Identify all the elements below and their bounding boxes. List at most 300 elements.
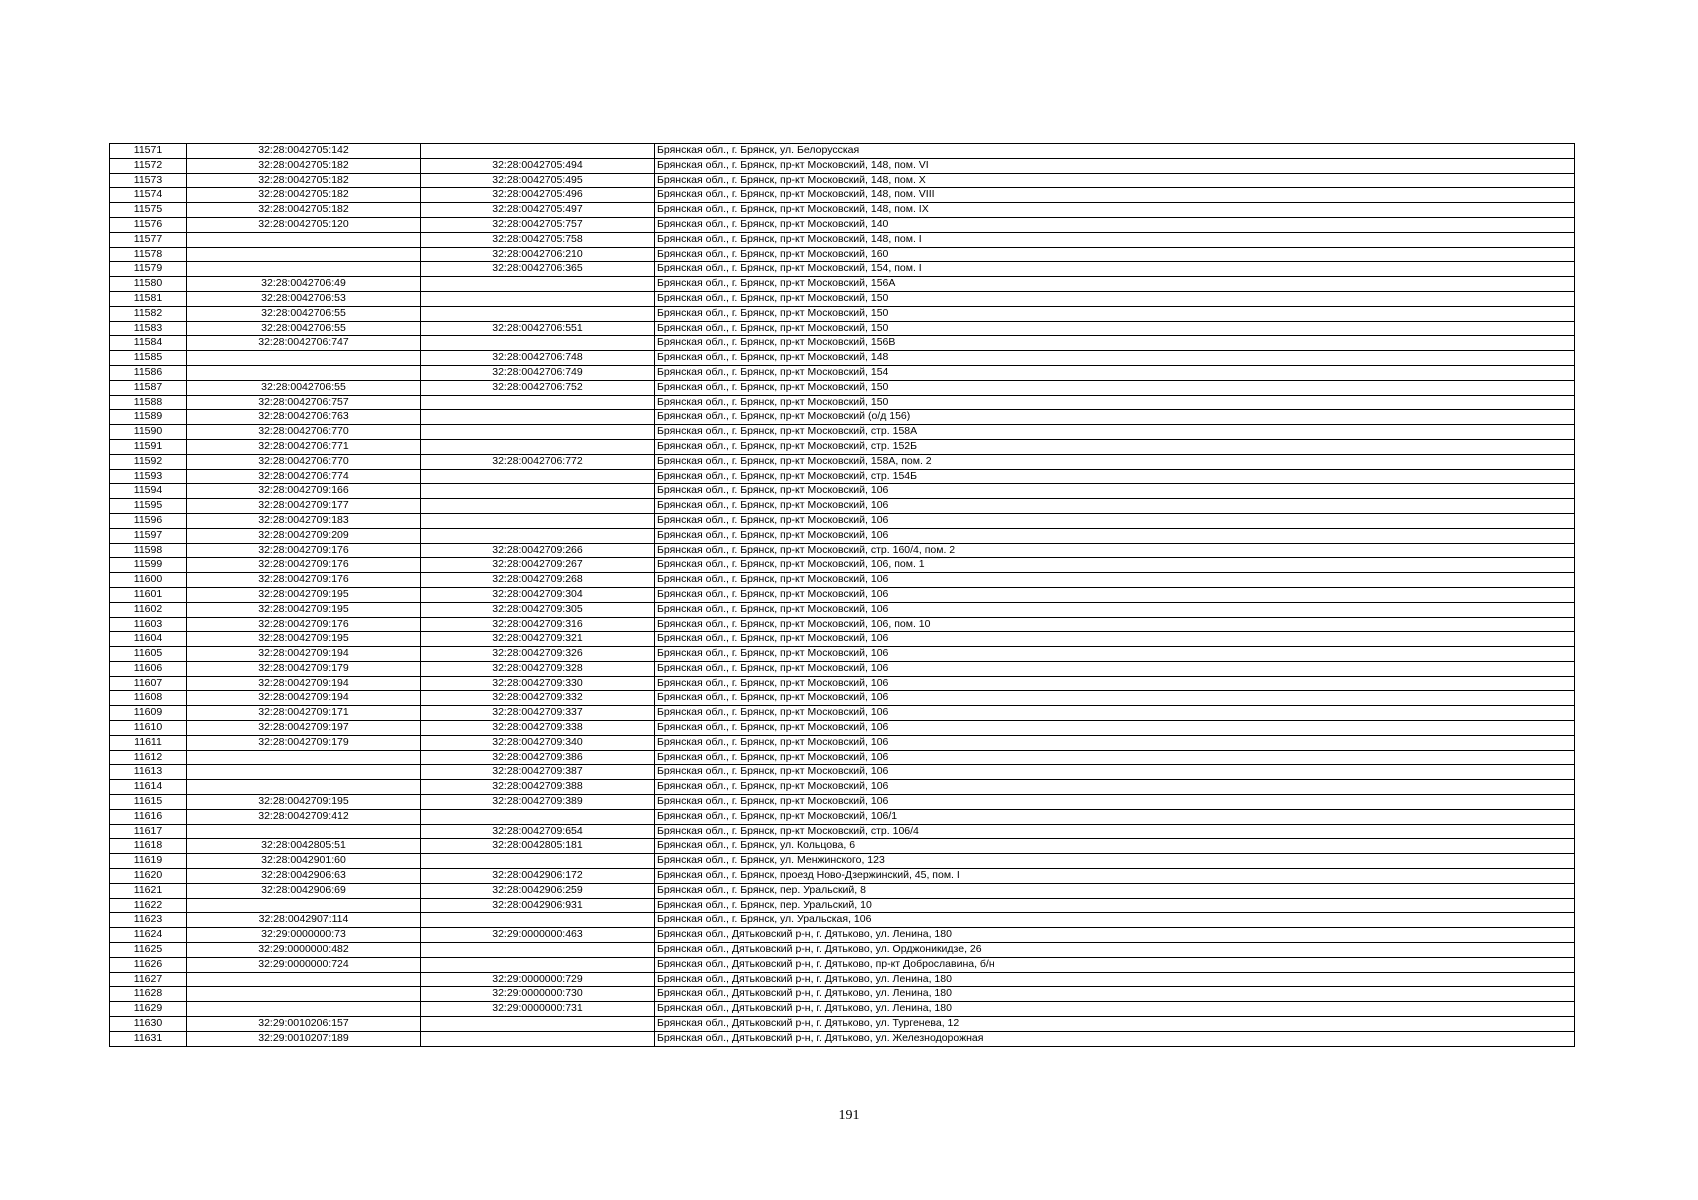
object-number-cell: 32:28:0042709:389: [421, 795, 655, 810]
row-number-cell: 11571: [110, 144, 187, 159]
object-number-cell: 32:28:0042706:365: [421, 262, 655, 277]
address-cell: Брянская обл., г. Брянск, пр-кт Московский, 148: [655, 351, 1575, 366]
table-row: [110, 676, 1575, 691]
address-cell: Брянская обл., г. Брянск, пр-кт Московский, 106, пом. 1: [655, 558, 1575, 573]
address-cell: Брянская обл., г. Брянск, пр-кт Московский, 106: [655, 573, 1575, 588]
row-number-cell: 11626: [110, 957, 187, 972]
parcel-number-cell: [187, 247, 421, 262]
table-row: [110, 617, 1575, 632]
parcel-number-cell: 32:28:0042709:177: [187, 499, 421, 514]
address-cell: Брянская обл., г. Брянск, пер. Уральский, 10: [655, 898, 1575, 913]
address-cell: Брянская обл., г. Брянск, пр-кт Московский, 150: [655, 395, 1575, 410]
address-cell: Брянская обл., г. Брянск, пр-кт Московский, 148, пом. VIII: [655, 188, 1575, 203]
object-number-cell: 32:28:0042706:772: [421, 454, 655, 469]
parcel-number-cell: 32:28:0042709:179: [187, 735, 421, 750]
table-row: [110, 972, 1575, 987]
address-cell: Брянская обл., г. Брянск, пр-кт Московский, 158А, пом. 2: [655, 454, 1575, 469]
parcel-number-cell: 32:28:0042901:60: [187, 854, 421, 869]
row-number-cell: 11573: [110, 173, 187, 188]
address-cell: Брянская обл., г. Брянск, проезд Ново-Дзержинский, 45, пом. I: [655, 869, 1575, 884]
address-cell: Брянская обл., г. Брянск, пр-кт Московский, 156В: [655, 336, 1575, 351]
object-number-cell: [421, 499, 655, 514]
parcel-number-cell: 32:29:0010206:157: [187, 1017, 421, 1032]
object-number-cell: 32:28:0042706:210: [421, 247, 655, 262]
parcel-number-cell: 32:28:0042706:771: [187, 439, 421, 454]
parcel-number-cell: 32:28:0042706:55: [187, 306, 421, 321]
address-cell: Брянская обл., г. Брянск, пр-кт Московский, 106: [655, 735, 1575, 750]
row-number-cell: 11587: [110, 380, 187, 395]
parcel-number-cell: 32:28:0042709:166: [187, 484, 421, 499]
address-cell: Брянская обл., г. Брянск, пр-кт Московский, 148, пом. X: [655, 173, 1575, 188]
table-row: [110, 380, 1575, 395]
table-row: [110, 232, 1575, 247]
row-number-cell: 11602: [110, 602, 187, 617]
row-number-cell: 11579: [110, 262, 187, 277]
object-number-cell: 32:29:0000000:731: [421, 1002, 655, 1017]
parcel-number-cell: 32:28:0042906:69: [187, 883, 421, 898]
address-cell: Брянская обл., г. Брянск, пр-кт Московский, стр. 106/4: [655, 824, 1575, 839]
parcel-number-cell: 32:28:0042709:176: [187, 573, 421, 588]
parcel-number-cell: [187, 365, 421, 380]
row-number-cell: 11620: [110, 869, 187, 884]
parcel-number-cell: 32:28:0042709:209: [187, 528, 421, 543]
parcel-number-cell: [187, 972, 421, 987]
row-number-cell: 11599: [110, 558, 187, 573]
address-cell: Брянская обл., г. Брянск, ул. Кольцова, 6: [655, 839, 1575, 854]
row-number-cell: 11575: [110, 203, 187, 218]
object-number-cell: 32:28:0042709:330: [421, 676, 655, 691]
table-row: [110, 839, 1575, 854]
parcel-number-cell: 32:28:0042706:774: [187, 469, 421, 484]
address-cell: Брянская обл., г. Брянск, пр-кт Московский (о/д 156): [655, 410, 1575, 425]
parcel-number-cell: 32:29:0000000:482: [187, 943, 421, 958]
address-cell: Брянская обл., Дятьковский р-н, г. Дятьково, пр-кт Доброславина, б/н: [655, 957, 1575, 972]
address-cell: Брянская обл., г. Брянск, пр-кт Московский, 106: [655, 632, 1575, 647]
row-number-cell: 11576: [110, 217, 187, 232]
table-row: [110, 928, 1575, 943]
row-number-cell: 11612: [110, 750, 187, 765]
table-row: [110, 336, 1575, 351]
table-row: [110, 277, 1575, 292]
row-number-cell: 11621: [110, 883, 187, 898]
address-cell: Брянская обл., Дятьковский р-н, г. Дятьково, ул. Ленина, 180: [655, 972, 1575, 987]
object-number-cell: [421, 1031, 655, 1046]
table-row: [110, 691, 1575, 706]
address-cell: Брянская обл., г. Брянск, пр-кт Московский, 160: [655, 247, 1575, 262]
address-cell: Брянская обл., г. Брянск, пр-кт Московский, 106: [655, 484, 1575, 499]
row-number-cell: 11600: [110, 573, 187, 588]
object-number-cell: 32:28:0042709:654: [421, 824, 655, 839]
row-number-cell: 11597: [110, 528, 187, 543]
address-cell: Брянская обл., г. Брянск, пр-кт Московский, 106: [655, 587, 1575, 602]
table-row: [110, 957, 1575, 972]
parcel-number-cell: 32:28:0042709:176: [187, 543, 421, 558]
table-row: [110, 543, 1575, 558]
row-number-cell: 11601: [110, 587, 187, 602]
table-row: [110, 454, 1575, 469]
row-number-cell: 11623: [110, 913, 187, 928]
table-row: [110, 395, 1575, 410]
address-cell: Брянская обл., г. Брянск, пр-кт Московский, 140: [655, 217, 1575, 232]
table-row: [110, 869, 1575, 884]
parcel-number-cell: 32:28:0042709:195: [187, 632, 421, 647]
parcel-number-cell: [187, 262, 421, 277]
table-row: [110, 203, 1575, 218]
row-number-cell: 11593: [110, 469, 187, 484]
parcel-number-cell: 32:29:0010207:189: [187, 1031, 421, 1046]
table-row: [110, 410, 1575, 425]
address-cell: Брянская обл., г. Брянск, пр-кт Московский, 106: [655, 661, 1575, 676]
parcel-number-cell: [187, 351, 421, 366]
address-cell: Брянская обл., Дятьковский р-н, г. Дятьково, ул. Орджоникидзе, 26: [655, 943, 1575, 958]
row-number-cell: 11625: [110, 943, 187, 958]
address-cell: Брянская обл., г. Брянск, пр-кт Московский, 106: [655, 528, 1575, 543]
table-row: [110, 1002, 1575, 1017]
object-number-cell: 32:28:0042705:758: [421, 232, 655, 247]
object-number-cell: [421, 291, 655, 306]
parcel-number-cell: 32:28:0042709:195: [187, 795, 421, 810]
object-number-cell: 32:28:0042709:267: [421, 558, 655, 573]
object-number-cell: 32:28:0042709:337: [421, 706, 655, 721]
parcel-number-cell: 32:28:0042705:182: [187, 173, 421, 188]
row-number-cell: 11622: [110, 898, 187, 913]
parcel-number-cell: 32:28:0042709:176: [187, 617, 421, 632]
address-cell: Брянская обл., г. Брянск, пр-кт Московский, 106, пом. 10: [655, 617, 1575, 632]
row-number-cell: 11572: [110, 158, 187, 173]
address-cell: Брянская обл., г. Брянск, пр-кт Московский, 106: [655, 499, 1575, 514]
row-number-cell: 11598: [110, 543, 187, 558]
object-number-cell: 32:28:0042709:387: [421, 765, 655, 780]
object-number-cell: 32:29:0000000:730: [421, 987, 655, 1002]
address-cell: Брянская обл., г. Брянск, ул. Белорусская: [655, 144, 1575, 159]
address-cell: Брянская обл., г. Брянск, пр-кт Московский, 148, пом. VI: [655, 158, 1575, 173]
row-number-cell: 11596: [110, 513, 187, 528]
parcel-number-cell: 32:28:0042706:770: [187, 425, 421, 440]
object-number-cell: 32:28:0042706:749: [421, 365, 655, 380]
object-number-cell: [421, 943, 655, 958]
address-cell: Брянская обл., г. Брянск, пр-кт Московский, 106/1: [655, 809, 1575, 824]
object-number-cell: 32:28:0042906:172: [421, 869, 655, 884]
row-number-cell: 11624: [110, 928, 187, 943]
table-row: [110, 188, 1575, 203]
address-cell: Брянская обл., г. Брянск, пр-кт Московский, 106: [655, 647, 1575, 662]
row-number-cell: 11589: [110, 410, 187, 425]
object-number-cell: 32:28:0042705:495: [421, 173, 655, 188]
address-cell: Брянская обл., г. Брянск, ул. Уральская, 106: [655, 913, 1575, 928]
row-number-cell: 11574: [110, 188, 187, 203]
address-cell: Брянская обл., г. Брянск, пр-кт Московский, 150: [655, 380, 1575, 395]
table-row: [110, 173, 1575, 188]
row-number-cell: 11616: [110, 809, 187, 824]
table-row: [110, 883, 1575, 898]
parcel-number-cell: 32:28:0042709:412: [187, 809, 421, 824]
parcel-number-cell: 32:28:0042706:53: [187, 291, 421, 306]
address-cell: Брянская обл., г. Брянск, пр-кт Московский, 148, пом. I: [655, 232, 1575, 247]
address-cell: Брянская обл., г. Брянск, пр-кт Московский, 150: [655, 291, 1575, 306]
table-row: [110, 913, 1575, 928]
address-cell: Брянская обл., Дятьковский р-н, г. Дятьково, ул. Ленина, 180: [655, 987, 1575, 1002]
parcel-number-cell: 32:28:0042709:176: [187, 558, 421, 573]
object-number-cell: [421, 809, 655, 824]
table-row: [110, 158, 1575, 173]
table-row: [110, 321, 1575, 336]
address-cell: Брянская обл., г. Брянск, пр-кт Московский, 150: [655, 321, 1575, 336]
object-number-cell: 32:28:0042709:388: [421, 780, 655, 795]
object-number-cell: 32:28:0042705:757: [421, 217, 655, 232]
row-number-cell: 11586: [110, 365, 187, 380]
row-number-cell: 11631: [110, 1031, 187, 1046]
parcel-number-cell: 32:28:0042706:747: [187, 336, 421, 351]
object-number-cell: 32:28:0042709:268: [421, 573, 655, 588]
parcel-number-cell: 32:28:0042709:183: [187, 513, 421, 528]
row-number-cell: 11617: [110, 824, 187, 839]
parcel-number-cell: 32:28:0042706:55: [187, 321, 421, 336]
address-cell: Брянская обл., г. Брянск, пр-кт Московский, 106: [655, 765, 1575, 780]
table-row: [110, 573, 1575, 588]
address-cell: Брянская обл., г. Брянск, пр-кт Московский, 106: [655, 721, 1575, 736]
object-number-cell: [421, 1017, 655, 1032]
parcel-number-cell: 32:28:0042709:197: [187, 721, 421, 736]
object-number-cell: [421, 144, 655, 159]
object-number-cell: [421, 913, 655, 928]
parcel-number-cell: [187, 765, 421, 780]
object-number-cell: 32:28:0042706:748: [421, 351, 655, 366]
address-cell: Брянская обл., Дятьковский р-н, г. Дятьково, ул. Железнодорожная: [655, 1031, 1575, 1046]
row-number-cell: 11628: [110, 987, 187, 1002]
table-row: [110, 943, 1575, 958]
table-row: [110, 647, 1575, 662]
table-row: [110, 484, 1575, 499]
table-row: [110, 587, 1575, 602]
row-number-cell: 11615: [110, 795, 187, 810]
table-row: [110, 247, 1575, 262]
row-number-cell: 11613: [110, 765, 187, 780]
address-cell: Брянская обл., г. Брянск, пр-кт Московский, 106: [655, 780, 1575, 795]
table-row: [110, 824, 1575, 839]
object-number-cell: 32:28:0042706:551: [421, 321, 655, 336]
parcel-number-cell: 32:28:0042705:142: [187, 144, 421, 159]
object-number-cell: [421, 277, 655, 292]
row-number-cell: 11603: [110, 617, 187, 632]
table-row: [110, 661, 1575, 676]
parcel-number-cell: 32:28:0042906:63: [187, 869, 421, 884]
table-row: [110, 780, 1575, 795]
object-number-cell: 32:29:0000000:729: [421, 972, 655, 987]
parcel-number-cell: 32:28:0042709:195: [187, 602, 421, 617]
row-number-cell: 11627: [110, 972, 187, 987]
table-row: [110, 217, 1575, 232]
row-number-cell: 11606: [110, 661, 187, 676]
parcel-number-cell: 32:28:0042709:194: [187, 647, 421, 662]
row-number-cell: 11604: [110, 632, 187, 647]
address-cell: Брянская обл., г. Брянск, пр-кт Московский, стр. 154Б: [655, 469, 1575, 484]
table-row: [110, 721, 1575, 736]
object-number-cell: 32:28:0042705:497: [421, 203, 655, 218]
object-number-cell: 32:28:0042709:316: [421, 617, 655, 632]
address-cell: Брянская обл., г. Брянск, пр-кт Московский, 106: [655, 691, 1575, 706]
row-number-cell: 11592: [110, 454, 187, 469]
object-number-cell: [421, 410, 655, 425]
table-row: [110, 513, 1575, 528]
address-cell: Брянская обл., г. Брянск, пр-кт Московский, 106: [655, 706, 1575, 721]
parcel-number-cell: 32:28:0042706:55: [187, 380, 421, 395]
object-number-cell: [421, 854, 655, 869]
table-row: [110, 425, 1575, 440]
page-number: 191: [838, 1108, 860, 1123]
object-number-cell: 32:28:0042709:340: [421, 735, 655, 750]
object-number-cell: 32:28:0042709:305: [421, 602, 655, 617]
parcel-number-cell: 32:28:0042907:114: [187, 913, 421, 928]
parcel-number-cell: 32:29:0000000:724: [187, 957, 421, 972]
address-cell: Брянская обл., г. Брянск, пр-кт Московский, 106: [655, 750, 1575, 765]
parcel-number-cell: 32:28:0042706:770: [187, 454, 421, 469]
cadastral-table: [109, 143, 1575, 1047]
address-cell: Брянская обл., Дятьковский р-н, г. Дятьково, ул. Ленина, 180: [655, 928, 1575, 943]
table-row: [110, 1017, 1575, 1032]
parcel-number-cell: [187, 824, 421, 839]
table-row: [110, 469, 1575, 484]
table-row: [110, 291, 1575, 306]
table-row: [110, 351, 1575, 366]
address-cell: Брянская обл., г. Брянск, пр-кт Московский, 150: [655, 306, 1575, 321]
table-row: [110, 854, 1575, 869]
address-cell: Брянская обл., г. Брянск, пр-кт Московский, стр. 160/4, пом. 2: [655, 543, 1575, 558]
row-number-cell: 11618: [110, 839, 187, 854]
parcel-number-cell: 32:28:0042709:194: [187, 691, 421, 706]
parcel-number-cell: 32:29:0000000:73: [187, 928, 421, 943]
parcel-number-cell: [187, 1002, 421, 1017]
table-row: [110, 795, 1575, 810]
address-cell: Брянская обл., г. Брянск, пр-кт Московский, 154: [655, 365, 1575, 380]
row-number-cell: 11583: [110, 321, 187, 336]
table-row: [110, 262, 1575, 277]
address-cell: Брянская обл., г. Брянск, пер. Уральский, 8: [655, 883, 1575, 898]
address-cell: Брянская обл., г. Брянск, пр-кт Московский, 148, пом. IX: [655, 203, 1575, 218]
table-row: [110, 632, 1575, 647]
object-number-cell: [421, 336, 655, 351]
object-number-cell: [421, 513, 655, 528]
object-number-cell: [421, 528, 655, 543]
object-number-cell: 32:28:0042709:326: [421, 647, 655, 662]
object-number-cell: 32:28:0042709:338: [421, 721, 655, 736]
table-row: [110, 735, 1575, 750]
parcel-number-cell: 32:28:0042706:757: [187, 395, 421, 410]
address-cell: Брянская обл., г. Брянск, ул. Менжинского, 123: [655, 854, 1575, 869]
object-number-cell: 32:28:0042705:496: [421, 188, 655, 203]
object-number-cell: 32:28:0042709:386: [421, 750, 655, 765]
row-number-cell: 11590: [110, 425, 187, 440]
object-number-cell: 32:28:0042709:304: [421, 587, 655, 602]
table-row: [110, 1031, 1575, 1046]
parcel-number-cell: 32:28:0042805:51: [187, 839, 421, 854]
row-number-cell: 11585: [110, 351, 187, 366]
parcel-number-cell: [187, 987, 421, 1002]
address-cell: Брянская обл., г. Брянск, пр-кт Московский, 154, пом. I: [655, 262, 1575, 277]
row-number-cell: 11588: [110, 395, 187, 410]
table-row: [110, 439, 1575, 454]
parcel-number-cell: 32:28:0042709:179: [187, 661, 421, 676]
object-number-cell: [421, 957, 655, 972]
row-number-cell: 11584: [110, 336, 187, 351]
table-row: [110, 898, 1575, 913]
object-number-cell: [421, 484, 655, 499]
object-number-cell: 32:28:0042709:328: [421, 661, 655, 676]
object-number-cell: 32:28:0042906:259: [421, 883, 655, 898]
table-row: [110, 750, 1575, 765]
address-cell: Брянская обл., г. Брянск, пр-кт Московский, стр. 152Б: [655, 439, 1575, 454]
row-number-cell: 11580: [110, 277, 187, 292]
row-number-cell: 11610: [110, 721, 187, 736]
object-number-cell: [421, 425, 655, 440]
row-number-cell: 11578: [110, 247, 187, 262]
address-cell: Брянская обл., г. Брянск, пр-кт Московский, 106: [655, 676, 1575, 691]
table-row: [110, 765, 1575, 780]
address-cell: Брянская обл., Дятьковский р-н, г. Дятьково, ул. Тургенева, 12: [655, 1017, 1575, 1032]
table-row: [110, 144, 1575, 159]
table-row: [110, 558, 1575, 573]
row-number-cell: 11581: [110, 291, 187, 306]
parcel-number-cell: 32:28:0042709:194: [187, 676, 421, 691]
parcel-number-cell: 32:28:0042705:182: [187, 203, 421, 218]
row-number-cell: 11630: [110, 1017, 187, 1032]
row-number-cell: 11611: [110, 735, 187, 750]
parcel-number-cell: 32:28:0042705:120: [187, 217, 421, 232]
row-number-cell: 11608: [110, 691, 187, 706]
table-row: [110, 602, 1575, 617]
table-row: [110, 365, 1575, 380]
object-number-cell: 32:29:0000000:463: [421, 928, 655, 943]
row-number-cell: 11605: [110, 647, 187, 662]
object-number-cell: 32:28:0042906:931: [421, 898, 655, 913]
row-number-cell: 11591: [110, 439, 187, 454]
row-number-cell: 11629: [110, 1002, 187, 1017]
object-number-cell: [421, 395, 655, 410]
object-number-cell: 32:28:0042709:321: [421, 632, 655, 647]
object-number-cell: 32:28:0042706:752: [421, 380, 655, 395]
parcel-number-cell: [187, 780, 421, 795]
parcel-number-cell: [187, 750, 421, 765]
address-cell: Брянская обл., г. Брянск, пр-кт Московский, 156А: [655, 277, 1575, 292]
table-row: [110, 706, 1575, 721]
parcel-number-cell: 32:28:0042706:763: [187, 410, 421, 425]
row-number-cell: 11582: [110, 306, 187, 321]
table-row: [110, 306, 1575, 321]
row-number-cell: 11607: [110, 676, 187, 691]
table-row: [110, 809, 1575, 824]
parcel-number-cell: 32:28:0042709:171: [187, 706, 421, 721]
row-number-cell: 11577: [110, 232, 187, 247]
table-body: [110, 144, 1575, 1047]
object-number-cell: [421, 469, 655, 484]
parcel-number-cell: 32:28:0042705:182: [187, 188, 421, 203]
table-row: [110, 499, 1575, 514]
parcel-number-cell: 32:28:0042706:49: [187, 277, 421, 292]
row-number-cell: 11594: [110, 484, 187, 499]
object-number-cell: 32:28:0042709:266: [421, 543, 655, 558]
address-cell: Брянская обл., Дятьковский р-н, г. Дятьково, ул. Ленина, 180: [655, 1002, 1575, 1017]
row-number-cell: 11619: [110, 854, 187, 869]
address-cell: Брянская обл., г. Брянск, пр-кт Московский, стр. 158А: [655, 425, 1575, 440]
address-cell: Брянская обл., г. Брянск, пр-кт Московский, 106: [655, 602, 1575, 617]
parcel-number-cell: 32:28:0042705:182: [187, 158, 421, 173]
table-row: [110, 987, 1575, 1002]
object-number-cell: [421, 306, 655, 321]
row-number-cell: 11614: [110, 780, 187, 795]
object-number-cell: 32:28:0042805:181: [421, 839, 655, 854]
row-number-cell: 11609: [110, 706, 187, 721]
object-number-cell: 32:28:0042709:332: [421, 691, 655, 706]
object-number-cell: [421, 439, 655, 454]
